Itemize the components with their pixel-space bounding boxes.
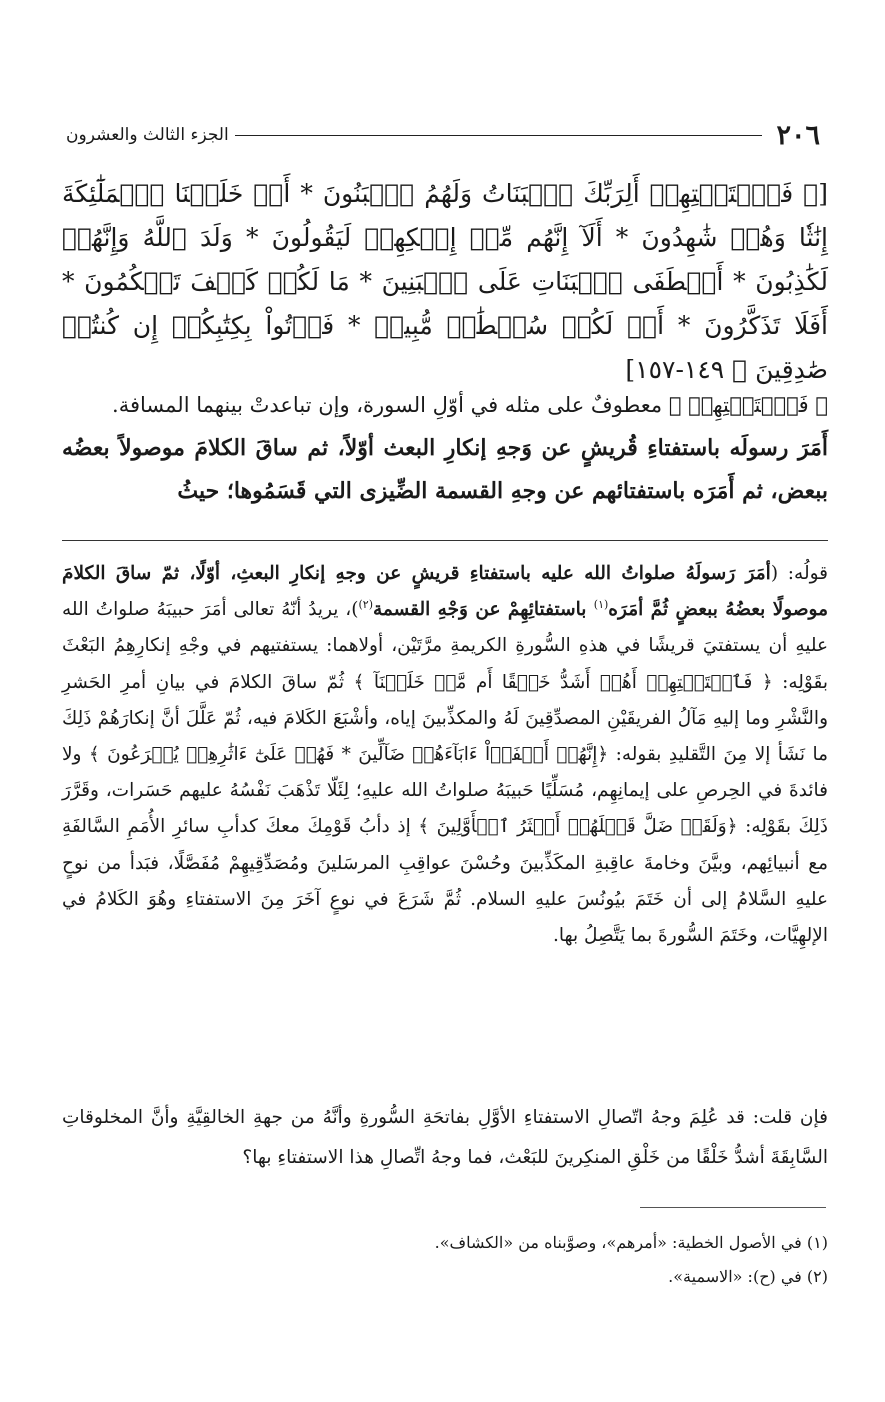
verse-text: [﴿ فَٱسۡتَفۡتِهِمۡ أَلِرَبِّكَ ٱلۡبَنَاتُ وَلَهُمُ ٱلۡبَنُونَ * أَمۡ خَلَقۡنَا ٱلۡمَلَٰٓئِكَةَ إِنَٰثٗا وَهُمۡ شَٰهِدُونَ * أَلَآ إِنَّهُم مِّنۡ إِفۡكِهِمۡ لَيَقُولُونَ * وَلَدَ ٱللَّهُ وَإِنَّهُمۡ لَكَٰذِبُونَ * أَصۡطَفَى ٱلۡبَنَاتِ عَلَى ٱلۡبَنِينَ * مَا لَكُمۡ كَيۡفَ تَحۡكُمُونَ * أَفَلَا تَذَكَّرُونَ * أَمۡ لَكُمۡ سُلۡطَٰنٞ مُّبِينٞ * فَأۡتُواْ بِكِتَٰبِكُمۡ إِن كُنتُمۡ صَٰدِقِينَ ﴾ ١٤٩-١٥٧] bbox=[62, 179, 828, 384]
page-header bbox=[66, 118, 820, 152]
footnote-2: (٢) في (ح): «الاسمية». bbox=[668, 1267, 828, 1286]
gloss-lead: قولُه: ( bbox=[770, 563, 828, 584]
quran-verse-block bbox=[62, 172, 828, 392]
header-rule bbox=[235, 135, 763, 136]
footnote-rule bbox=[640, 1207, 826, 1208]
footnote-1: (١) في الأصول الخطية: «أمرهم»، وصوَّبناه من «الكشاف». bbox=[434, 1233, 828, 1252]
commentary-bold-text: أَمَرَ رسولَه باستفتاءِ قُريشٍ عن وَجهِ إنكارِ البعث أوّلاً، ثم ساقَ الكلامَ موصولاً بعضُه ببعض، ثم أَمَرَه باستفتائهم عن وجهِ القسمة الضِّيزى التي قَسَمُوها؛ حيثُ bbox=[62, 435, 828, 504]
footnote-ref-1: (١) bbox=[593, 598, 609, 612]
gloss-quoted-part1: أمَرَ رَسولَهُ صلواتُ الله عليه باستفتاءِ قريشٍ عن وجهِ إنكارِ البعثِ، أوّلًا، ثمّ ساقَ الكلامَ موصولًا بعضُهُ ببعضٍ ثُمَّ أمَرَه bbox=[62, 563, 829, 621]
footnotes bbox=[62, 1226, 828, 1294]
question-paragraph bbox=[62, 1098, 828, 1178]
question-text: فإن قلت: قد عُلِمَ وجهُ اتّصالِ الاستفتاءِ الأوَّلِ بفاتحَةِ السُّورةِ وأنَّهُ من جهةِ الخالقِيَّةِ وأنَّ المخلوقاتِ السَّابِقَةَ أشدُّ خَلْقًا من خَلْقِ المنكِرينَ للبَعْث، فما وجهُ اتِّصالِ هذا الاستفتاءِ بها؟ bbox=[62, 1107, 828, 1168]
running-title: الجزء الثالث والعشرون bbox=[66, 125, 229, 145]
main-commentary bbox=[62, 384, 828, 513]
footnote-ref-2: (٢) bbox=[358, 598, 374, 612]
gloss-paragraph bbox=[62, 556, 828, 954]
gloss-quoted-part2: باستفتائِهِمْ عن وَجْهِ القسمة bbox=[373, 599, 594, 621]
commentary-intro: ﴿ فَٱسۡتَفۡتِهِمۡ ﴾ معطوفٌ على مثله في أوّلِ السورة، وإن تباعدتْ بينهما المسافة. bbox=[112, 393, 828, 417]
gloss-commentary bbox=[62, 556, 828, 954]
gloss-body: )، يريدُ أنّهُ تعالى أمَرَ حبيبَهُ صلواتُ الله عليهِ أن يستفتيَ قريشًا في هذهِ السُّورةِ الكريمةِ مرَّتَيْن، أولاهما: يستفتيهم في وجْهِ إنكارِهِمُ البَعْثَ بقَوْلِه: ﴿ فَٱسۡتَفۡتِهِمۡ أَهُمۡ أَشَدُّ خَلۡقًا أَم مَّنۡ خَلَقۡنَآ ﴾ ثُمّ ساقَ الكلامَ في بيانِ أمرِ الحَشرِ والنَّشْرِ وما إليهِ مَآلُ الفريقَيْنِ المصدِّقِينَ لَهُ والمكذِّبينَ إياه، وأشْبَعَ الكَلامَ فيه، ثُمّ عَلَّلَ أنَّ إنكارَهُمْ ذَلِكَ ما نَشَأ إلا مِنَ التَّقليدِ بقوله: ﴿إِنَّهُمۡ أَلۡفَوۡاْ ءَابَآءَهُمۡ ضَآلِّينَ * فَهُمۡ عَلَىٰٓ ءَاثَٰرِهِمۡ يُهۡرَعُونَ ﴾ ولا فائدةَ في الحِرصِ على إيمانِهِم، مُسَلِّيًا حَبيبَهُ صلواتُ الله عليهِ؛ لِئَلّا تَذْهَبَ نَفْسُهُ عليهم حَسَرات، وقَرَّرَ ذَلِكَ بقَوْلِه: ﴿وَلَقَدۡ ضَلَّ قَبۡلَهُمۡ أَكۡثَرُ ٱلۡأَوَّلِينَ ﴾ إذ دأبُ قَوْمِكَ معكَ كدأبِ سائرِ الأُمَمِ السَّالفَةِ مع أنبيائِهم، وبيَّنَ وخامةَ عاقِبةِ المكَذِّبينَ وحُسْنَ عواقِبِ المرسَلينَ ومُصَدِّقِيهِمْ مُفَصَّلًا، فبَدأ من نوحٍ عليهِ السَّلامُ إلى أن خَتَمَ بيُونُسَ عليهِ السلام. ثُمَّ شَرَعَ في نوعٍ آخَرَ مِنَ الاستفتاءِ وهُوَ الكَلامُ في الإلهِيَّات، وخَتَمَ السُّورةَ بما يَتَّصِلُ بها. bbox=[62, 599, 828, 947]
page-number: ٢٠٦ bbox=[776, 119, 820, 151]
section-divider bbox=[62, 540, 828, 541]
